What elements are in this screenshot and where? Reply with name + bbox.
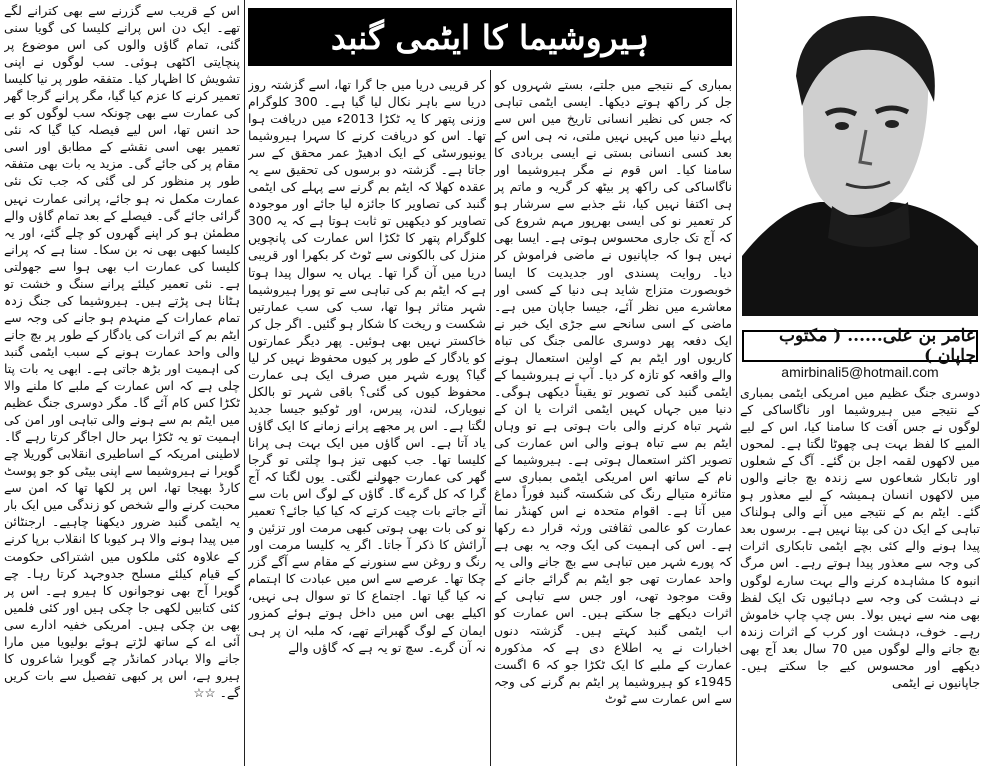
column-text: کر قریبی دریا میں جا گرا تھا، اسے گزشتہ روز دریا سے باہر نکال لیا گیا ہے۔ 300 کلوگرام وزنی پتھر کا یہ ٹکڑا 2013ء میں دریافت ہوا تھا۔ اس کو دریافت کرنے کا سہرا ہیروشیما یونیورسٹی کے ایک ادھیڑ عمر محقق کے سر جاتا ہے۔ گزشتہ دو برسوں کی تحقیق سے یہ عقدہ کھلا کہ ایٹم بم گرنے سے پہلے کی ایٹمی گنبد کی تصاویر کا جائزہ لیا جائے اور موجودہ تصاویر کو دیکھیں تو ثابت ہوتا ہے کہ یہ 300 کلوگرام پتھر کا ٹکڑا اس عمارت کی پانچویں منزل کی بالکونی سے ٹوٹ کر بکھرا اور قریبی دریا میں آن گرا تھا۔ یہاں یہ سوال پیدا ہوتا ہے کہ ایٹم بم کی تباہی سے تو پورا ہیروشیما شہر متاثر ہوا تھا، سب کی سب عمارتیں شکست و ریخت کا شکار ہو گئیں۔ اگر جل کر خاکستر نہیں بھی ہوئیں۔ پھر دیگر عمارتوں کو یادگار کے طور پر کیوں محفوظ نہیں کر لیا گیا؟ پورے شہر میں صرف ایک ہی عمارت محفوظ کیوں کی گئی؟ باقی شہر تو بالکل نیویارک، لندن، پیرس، اور ٹوکیو جیسا جدید لگتا ہے۔ اس پر مجھے پرانے زمانے کا ایک گاؤں یاد آتا ہے۔ اس گاؤں میں ایک بہت ہی پرانا کلیسا تھا۔ جب کبھی تیز ہوا چلتی تو گرجا گھر کی عمارت جھولنے لگتی۔ یوں لگتا کہ آج گرا کہ کل گرے گا۔ گاؤں کے لوگ اس بات سے آتے جاتے بات چیت کرتے کہ کیا کیا جائے؟ تعمیر نو کی بات بھی ہوتی کبھی مرمت اور تزئین و آرائش کا ذکر آ جاتا۔ اگر یہ کلیسا مرمت اور رنگ و روغن سے سنورنے کے مقام سے آگے گزر چکا تھا۔ عرصے سے اس میں عبادت کا اہتمام نہ کیا گیا تھا۔ اجتماع کا تو سوال ہی نہیں، اکیلے بھی اس میں داخل ہوتے ہوئے کمزور ایمان کے لوگ گھبراتے تھے، کہ ملبہ ان پر ہی نہ آن گرے۔ سچ تو یہ ہے کہ گاؤں والے xyxy=(248,77,486,655)
column-text: اس کے قریب سے گزرنے سے بھی کترانے لگے تھے۔ ایک دن اس پرانے کلیسا کی گویا سنی گئی، تمام گاؤں والوں کی اس موضوع پر پنچایتی اکٹھی ہوئی۔ سب لوگوں نے اپنی تشویش کا اظہار کیا۔ متفقہ طور پر نیا کلیسا تعمیر کرنے کا عزم کیا گیا، مگر پرانے گرجا گھر کی عمارت سے بھی چونکہ سب لوگوں کو بے حد انس تھا، اس لیے فیصلہ کیا گیا کہ نئی تعمیر بھی اسی نقشے کے مطابق اور اسی مقام پر کی جائے گی۔ مزید یہ بات بھی متفقہ طور پر منظور کر لی گئی کہ جب تک نئی عمارت مکمل نہ ہو جائے، پرانی عمارت نہیں گرائی جائے گی۔ فیصلے کے بعد تمام گاؤں والے مطمئن ہو کر اپنے گھروں کو چلے گئے، اور یہ کلیسا کبھی بھی نہ بن سکا۔ سنا ہے کہ پرانے کلیسا کی عمارت اب بھی ہوا سے جھولتی ہے۔ نئی تعمیر کیلئے پرانے سنگ و خشت تو ہٹانا ہی پڑتے ہیں۔ ہیروشیما کی جنگ زدہ تمام عمارات کے منہدم ہو جانے کی وجہ سے ایٹم بم کے اثرات کی یادگار کے طور پر بچ جانے والی واحد عمارت ہونے کے سبب ایٹمی گنبد کی اہمیت اور بڑھ جاتی ہے۔ ابھی یہ بات پتا چلی ہے کہ اس عمارت کے ملبے کا ملنے والا ٹکڑا کس کام آئے گا۔ مگر دوسری جنگ عظیم میں ایٹم بم سے ہونے والی تباہی اور امن کی اہمیت تو یہ ٹکڑا بہر حال اجاگر کرتا رہے گا۔ لاطینی امریکہ کے اساطیری انقلابی گوریلا چے گویرا نے ہیروشیما سے اپنی بیٹی کو جو پوسٹ کارڈ بھیجا تھا، اس پر لکھا تھا کہ امن سے محبت کرنے والے شخص کو زندگی میں ایک بار یہ ایٹمی گنبد ضرور دیکھنا چاہیے۔ ارجنٹائن میں پیدا ہونے والا ہر کیوبا کا انقلاب برپا کرنے کے علاوہ کئی ملکوں میں اشتراکی حکومت کے قیام کیلئے مسلح جدوجہد کرتا رہا۔ چے گویرا آج بھی نوجوانوں کا ہیرو ہے۔ اس پر کئی کتابیں لکھی جا چکی ہیں اور کئی فلمیں بھی بن چکی ہیں۔ امریکی خفیہ ادارے سی آئی اے کے ساتھ لڑتے ہوئے بولیویا میں مارا جانے والا بہادر کمانڈر چے گویرا شاعروں کا ہیرو ہے، اس پر کبھی تفصیل سے بات کریں گے۔ ☆☆ xyxy=(4,3,240,700)
column-rule xyxy=(736,0,737,766)
author-photo xyxy=(742,6,978,316)
author-byline: عامر بن علی...... ( مکتوب جاپان ) xyxy=(742,330,978,362)
column-text: دوسری جنگ عظیم میں امریکی ایٹمی بمباری کے نتیجے میں ہیروشیما اور ناگاساکی کے لوگوں نے جس آفت کا سامنا کیا، اس کے لیے المیے کا لفظ بہت ہی چھوٹا لگتا ہے۔ لمحوں میں لاکھوں لقمہ اجل بن گئے۔ آگ کے شعلوں اور تابکار شعاعوں سے زندہ بچ جانے والوں میں لاکھوں انسان ہمیشہ کے لیے معذور ہو گئے۔ ایٹم بم کے نتیجے میں آنے والی ہولناک تباہی کے ایک دن کی بپتا نہیں ہے۔ برسوں بعد پیدا ہونے والے کئی بچے ایٹمی تابکاری اثرات کی وجہ سے معذور پیدا ہوتے رہے۔ اس مرگ انبوہ کا مشاہدہ کرنے والے بہت سارے لوگوں نے دہشت کی وجہ سے دہائیوں تک ایک لفظ بھی منہ سے نہیں بولا۔ بس چپ چاپ خاموش رہے۔ خوف، دہشت اور کرب کے اثرات زندہ بچ جانے والے لوگوں میں 70 سال بعد آج بھی دیکھے اور محسوس کیے جا سکتے ہیں۔ جاپانیوں نے ایٹمی xyxy=(740,385,980,690)
article-column-1 xyxy=(740,384,980,762)
article-column-3 xyxy=(248,76,486,762)
article-column-4 xyxy=(4,2,240,762)
article-column-2 xyxy=(494,76,732,762)
article-title: ہیروشیما کا ایٹمی گنبد xyxy=(248,8,732,66)
author-email: amirbinali5@hotmail.com xyxy=(781,364,939,380)
column-rule xyxy=(490,70,491,766)
column-text: بمباری کے نتیجے میں جلتے، بستے شہروں کو جل کر راکھ ہوتے دیکھا۔ ایسی ایٹمی تباہی کہ جس کی نظیر انسانی تاریخ میں اس سے پہلے دنیا میں کہیں نہیں ملتی، نہ ہی اس کے بعد کسی انسانی بستی نے ایسی بربادی کا سامنا کیا۔ اس قوم نے مگر ہیروشیما اور ناگاساکی کی راکھ پر بیٹھ کر گریہ و ماتم پر ہی اکتفا نہیں کیا، نئے جذبے سے سرشار ہو کر تعمیر نو کی ایسی بھرپور مہم شروع کی کہ آج تک جاری محسوس ہوتی ہے۔ ایسا بھی نہیں ہوا کہ جاپانیوں نے ماضی فراموش کر دیا۔ روایت پسندی اور جدیدیت کا ایسا خوبصورت متزاج شاید ہی دنیا کے کسی اور معاشرے میں نظر آئے، جیسا جاپان میں ہے۔ ماضی کے اسی سانحے سے جڑی ایک خبر نے ایک دفعہ پھر دوسری عالمی جنگ کی تباہ کاریوں اور ایٹم بم کے اولین استعمال ہونے والے واقعہ کو تازہ کر دیا۔ آپ نے ہیروشیما کے ایٹمی گنبد کی تصویر تو یقیناً دیکھی ہوگی۔ دنیا میں جہاں کہیں ایٹمی اثرات یا ان کے شہر تباہ کرنے والی بات ہوتی ہے تو وہاں ایٹم بم سے تباہ ہونے والی اس عمارت کی تصویر اکثر استعمال ہوتی ہے۔ ہیروشیما کے نام کے ساتھ اس امریکی ایٹمی بمباری سے متاثرہ متیالے رنگ کی شکستہ گنبد فوراً دماغ میں آتا ہے۔ اقوام متحدہ نے اس کھنڈر نما عمارت کو عالمی ثقافتی ورثہ قرار دے رکھا ہے۔ اس کی اہمیت کی ایک وجہ یہ بھی ہے کہ پورے شہر میں تباہی سے بچ جانے والی یہ واحد عمارت تھی جو ایٹم بم گرائے جانے کے وقت موجود تھی، اور جس سے تباہی کے اثرات دیکھے جا سکتے ہیں۔ اس عمارت کو اب ایٹمی گنبد کہتے ہیں۔ گزشتہ دنوں اخبارات نے یہ اطلاع دی ہے کہ مذکورہ عمارت کے ملبے کا ایک ٹکڑا جو کہ 6 اگست 1945ء کو ہیروشیما پر ایٹم بم گرنے کی وجہ سے اس عمارت سے ٹوٹ xyxy=(494,77,732,706)
column-rule xyxy=(244,0,245,766)
